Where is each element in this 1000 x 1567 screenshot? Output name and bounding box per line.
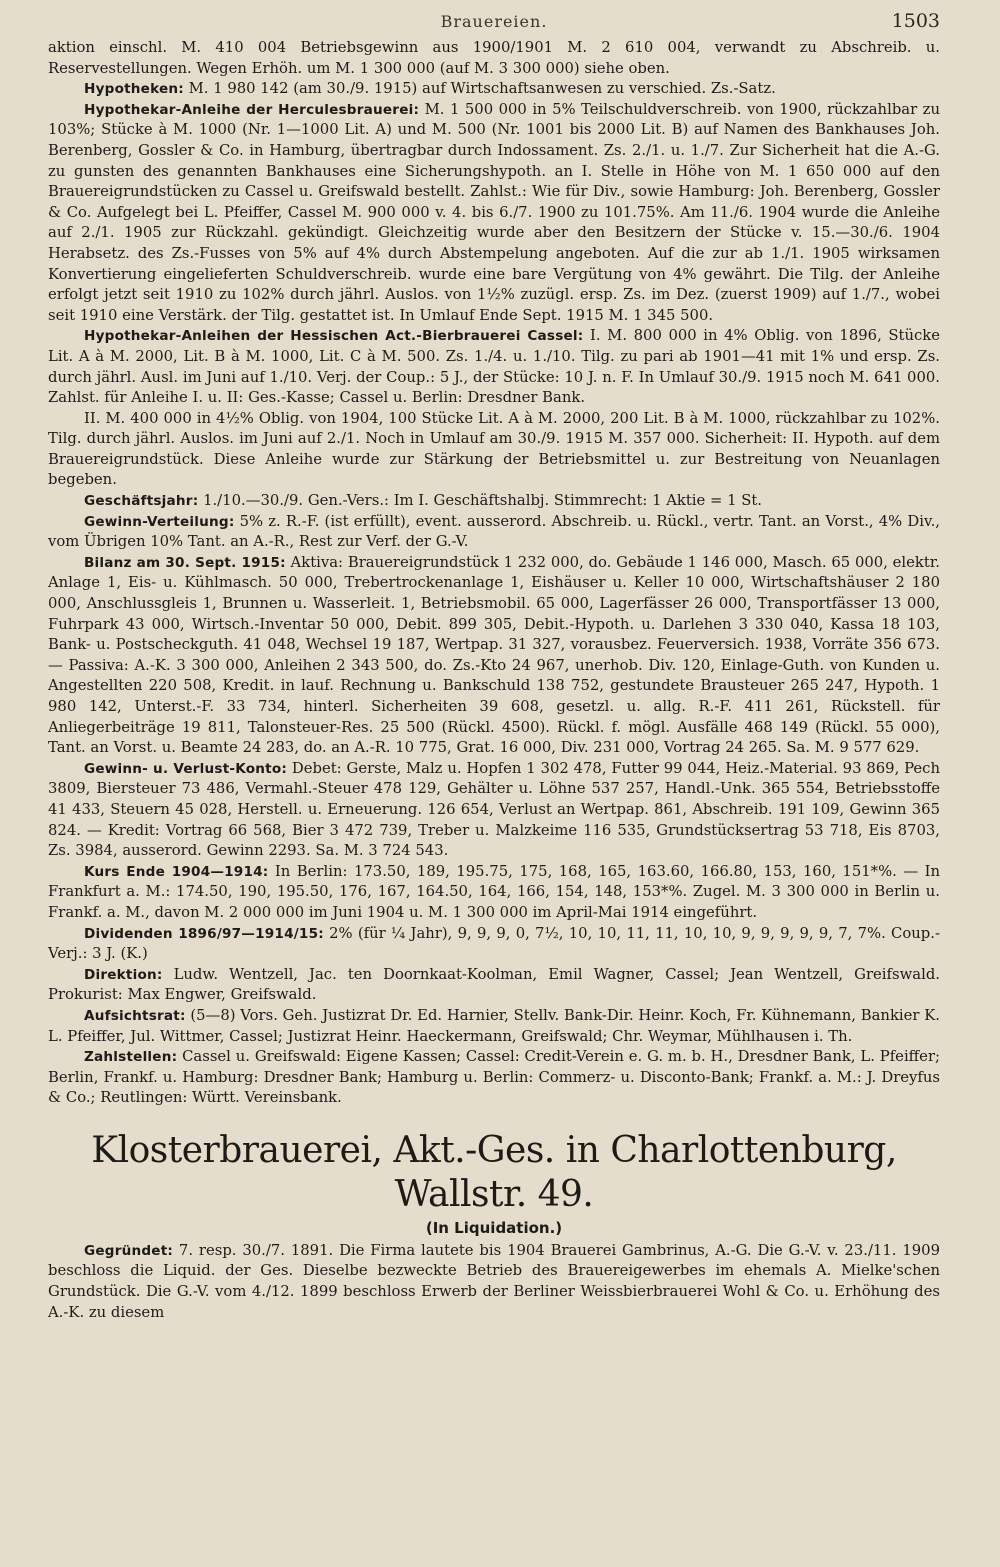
paragraph-direktion: Direktion: Ludw. Wentzell, Jac. ten Doornkaat-Koolman, Emil Wagner, Cassel; Jean Wentzell, Greifswald. Prokurist: Max Engwer, Greifswald. [48, 965, 940, 1004]
company-subtitle: (In Liquidation.) [425, 1218, 563, 1237]
paragraph-gegruendet: Gegründet: 7. resp. 30./7. 1891. Die Firma lautete bis 1904 Brauerei Gambrinus, A.-G. Die G.-V. v. 23./11. 1909 beschloss die Liquid. der Ges. Dieselbe bezweckte Betrieb des Brauereigewerbes im ehemals A. Mielke'schen Grundstück. Die G.-V. vom 4./12. 1899 beschloss Erwerb der Berliner Weissbierbrauerei Wohl & Co. u. Erhöhung des A.-K. zu diesem [48, 1241, 940, 1321]
company-title: Klosterbrauerei, Akt.-Ges. in Charlottenburg, Wallstr. 49. [91, 1129, 897, 1215]
paragraph-aufsichtsrat: Aufsichtsrat: (5—8) Vors. Geh. Justizrat Dr. Ed. Harnier, Stellv. Bank-Dir. Heinr. Koch, Fr. Kühnemann, Bankier K. L. Pfeiffer, Jul. Wittmer, Cassel; Justizrat Heinr. Haeckermann, Greifswald; Chr. Weymar, Mühlhausen i. Th. [48, 1006, 940, 1045]
page-header [48, 8, 940, 38]
paragraph-kapital-cont: aktion einschl. M. 410 004 Betriebsgewinn aus 1900/1901 M. 2 610 004, verwandt zu Abschreib. u. Reservestellungen. Wegen Erhöh. um M. 1 300 000 (auf M. 3 300 000) siehe oben. [48, 39, 940, 77]
paragraph-gewinn-verlust: Gewinn- u. Verlust-Konto: Debet: Gerste, Malz u. Hopfen 1 302 478, Futter 99 044, Heiz.-Material. 93 869, Pech 3809, Biersteuer 73 486, Vermahl.-Steuer 478 129, Gehälter u. Löhne 537 257, Handl.-Unk. 365 554, Betriebsstoffe 41 433, Steuern 45 028, Herstell. u. Erneuerung. 126 654, Verlust an Wertpap. 861, Abschreib. 191 109, Gewinn 365 824. — Kredit: Vortrag 66 568, Bier 3 472 739, Treber u. Malzkeime 116 535, Grundstücksertrag 53 718, Eis 8703, Zs. 3984, ausserord. Gewinn 2293. Sa. M. 3 724 543. [48, 759, 940, 860]
article-body [48, 38, 940, 1323]
paragraph-anleihen-hessische: Hypothekar-Anleihen der Hessischen Act.-Bierbrauerei Cassel: I. M. 800 000 in 4% Oblig. von 1896, Stücke Lit. A à M. 2000, Lit. B à M. 1000, Lit. C à M. 500. Zs. 1./4. u. 1./10. Tilg. zu pari ab 1901—41 mit 1% und ersp. Zs. durch jährl. Ausl. im Juni auf 1./10. Verj. der Coup.: 5 J., der Stücke: 10 J. n. F. In Umlauf 30./9. 1915 noch M. 641 000. Zahlst. für Anleihe I. u. II: Ges.-Kasse; Cassel u. Berlin: Dresdner Bank. [48, 327, 940, 407]
paragraph-bilanz: Bilanz am 30. Sept. 1915: Aktiva: Brauereigrundstück 1 232 000, do. Gebäude 1 146 000, Masch. 65 000, elektr. Anlage 1, Eis- u. Kühlmasch. 50 000, Trebertrockenanlage 1, Eishäuser u. Keller 10 000, Wirtschaftshäuser 2 180 000, Anschlussgleis 1, Brunnen u. Wasserleit. 1, Betriebsmobil. 65 000, Lagerfässer 26 000, Transportfässer 13 000, Fuhrpark 43 000, Wirtsch.-Inventar 50 000, Debit. 899 305, Debit.-Hypoth. u. Darlehen 3 330 040, Kassa 18 103, Bank- u. Postscheckguth. 41 048, Wechsel 19 187, Wertpap. 31 327, vorausbez. Feuerversich. 1938, Vorräte 356 673. — Passiva: A.-K. 3 300 000, Anleihen 2 343 500, do. Zs.-Kto 24 967, unerhob. Div. 120, Einlage-Guth. von Kunden u. Angestellten 220 508, Kredit. in lauf. Rechnung u. Bankschuld 138 752, gestundete Brausteuer 265 247, Hypoth. 1 980 142, Unterst.-F. 33 734, hinterl. Sicherheiten 39 608, gesetzl. u. allg. R.-F. 411 261, Rückstell. für Anliegerbeiträge 19 811, Talonsteuer-Res. 25 500 (Rückl. 4500). Rückl. f. mögl. Ausfälle 468 149 (Rückl. 55 000), Tant. an Vorst. u. Beamte 24 283, do. an A.-R. 10 775, Grat. 16 000, Div. 231 000, Vortrag 24 265. Sa. M. 9 577 629. [48, 553, 940, 757]
paragraph-anleihe-herculesbrauerei: Hypothekar-Anleihe der Herculesbrauerei: M. 1 500 000 in 5% Teilschuldverschreib. von 1900, rückzahlbar zu 103%; Stücke à M. 1000 (Nr. 1—1000 Lit. A) und M. 500 (Nr. 1001 bis 2000 Lit. B) auf Namen des Bankhauses Joh. Berenberg, Gossler & Co. in Hamburg, übertragbar durch Indossament. Zs. 2./1. u. 1./7. Zur Sicherheit hat die A.-G. zu gunsten des genannten Bankhauses eine Sicherungshypoth. an I. Stelle in Höhe von M. 1 650 000 auf den Brauereigrundstücken zu Cassel u. Greifswald bestellt. Zahlst.: Wie für Div., sowie Hamburg: Joh. Berenberg, Gossler & Co. Aufgelegt bei L. Pfeiffer, Cassel M. 900 000 v. 4. bis 6./7. 1900 zu 101.75%. Am 11./6. 1904 wurde die Anleihe auf 2./1. 1905 zur Rückzahl. gekündigt. Gleichzeitig wurde aber den Besitzern der Stücke v. 15.—30./6. 1904 Herabsetz. des Zs.-Fusses von 5% auf 4% durch Abstempelung angeboten. Auf die zur ab 1./1. 1905 wirksamen Konvertierung eingelieferten Schuldverschreib. wurde eine bare Vergütung von 4% gewährt. Die Tilg. der Anleihe erfolgt jetzt seit 1910 zu 102% durch jährl. Auslos. von 1½% zuzügl. ersp. Zs. im Dez. (zuerst 1909) auf 1./7., wobei seit 1910 eine Verstärk. der Tilg. gestattet ist. In Umlauf Ende Sept. 1915 M. 1 345 500. [48, 100, 940, 324]
paragraph-zahlstellen: Zahlstellen: Cassel u. Greifswald: Eigene Kassen; Cassel: Credit-Verein e. G. m. b. H., Dresdner Bank, L. Pfeiffer; Berlin, Frankf. u. Hamburg: Dresdner Bank; Hamburg u. Berlin: Commerz- u. Disconto-Bank; Frankf. a. M.: J. Dreyfus & Co.; Reutlingen: Württ. Vereinsbank. [48, 1048, 940, 1107]
paragraph-kurs: Kurs Ende 1904—1914: In Berlin: 173.50, 189, 195.75, 175, 168, 165, 163.60, 166.80, 153, 160, 151*%. — In Frankfurt a. M.: 174.50, 190, 195.50, 176, 167, 164.50, 164, 166, 154, 148, 153*%. Zugel. M. 3 300 000 in Berlin u. Frankf. a. M., davon M. 2 000 000 im Juni 1904 u. M. 1 300 000 im April-Mai 1914 eingeführt. [48, 862, 940, 921]
page-number: 1503 [891, 10, 940, 32]
paragraph-geschaeftsjahr: Geschäftsjahr: 1./10.—30./9. Gen.-Vers.: Im I. Geschäftshalbj. Stimmrecht: 1 Aktie = 1 St. [84, 492, 762, 510]
paragraph-dividenden: Dividenden 1896/97—1914/15: 2% (für ¼ Jahr), 9, 9, 9, 0, 7½, 10, 10, 11, 11, 10, 10, 9, 9, 9, 9, 9, 7, 7%. Coup.-Verj.: 3 J. (K.) [48, 924, 940, 963]
paragraph-anleihe-ii: II. M. 400 000 in 4½% Oblig. von 1904, 100 Stücke Lit. A à M. 2000, 200 Lit. B à M. 1000, rückzahlbar zu 102%. Tilg. durch jährl. Auslos. im Juni auf 2./1. Noch in Umlauf am 30./9. 1915 M. 357 000. Sicherheit: II. Hypoth. auf dem Brauereigrundstück. Diese Anleihe wurde zur Stärkung der Betriebsmittel u. zur Bestreitung von Neuanlagen begeben. [48, 409, 940, 489]
paragraph-gewinn-verteilung: Gewinn-Verteilung: 5% z. R.-F. (ist erfüllt), event. ausserord. Abschreib. u. Rückl., vertr. Tant. an Vorst., 4% Div., vom Übrigen 10% Tant. an A.-R., Rest zur Verf. der G.-V. [48, 512, 940, 551]
running-head: Brauereien. [440, 12, 548, 31]
paragraph-hypotheken: Hypotheken: M. 1 980 142 (am 30./9. 1915) auf Wirtschaftsanwesen zu verschied. Zs.-Satz. [84, 80, 776, 98]
